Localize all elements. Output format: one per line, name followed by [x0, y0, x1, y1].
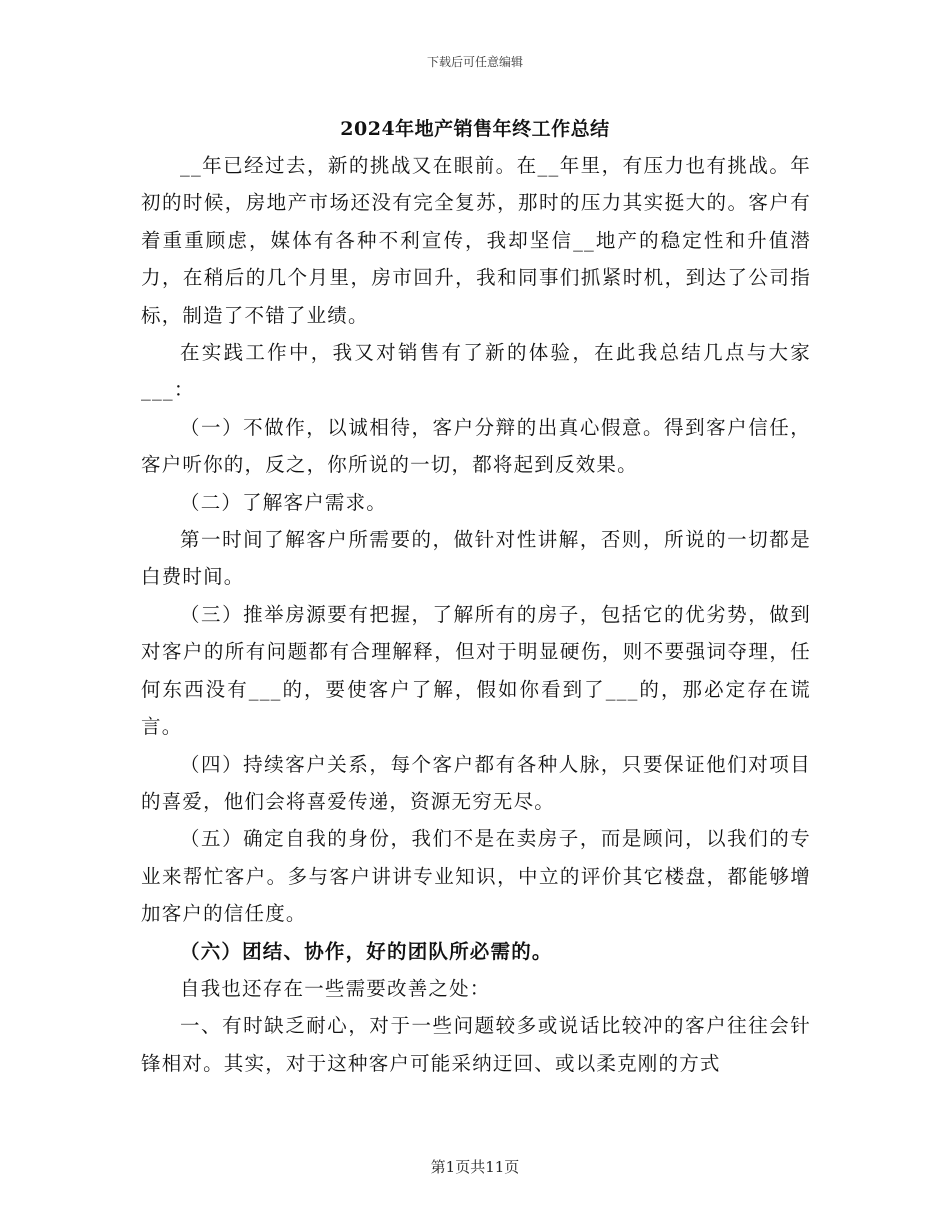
paragraph-9-heading: （六）团结、协作，好的团队所必需的。 [180, 939, 553, 963]
paragraph-4: （二）了解客户需求。 [180, 490, 388, 514]
paragraph-6: （三）推举房源要有把握，了解所有的房子，包括它的优劣势，做到对客户的所有问题都有合理解释，但对于明显硬伤，则不要强词夺理，任何东西没有___的，要使客户了解，假如你看到了___的，那必定存在谎言。 [141, 602, 811, 739]
paragraph-3: （一）不做作，以诚相待，客户分辩的出真心假意。得到客户信任，客户听你的，反之，你所说的一切，都将起到反效果。 [141, 415, 811, 477]
header-note: 下载后可任意编辑 [426, 55, 523, 69]
paragraph-11: 一、有时缺乏耐心，对于一些问题较多或说话比较冲的客户往往会针锋相对。其实，对于这种客户可能采纳迂回、或以柔克刚的方式 [141, 1014, 811, 1075]
paragraph-1: __年已经过去，新的挑战又在眼前。在__年里，有压力也有挑战。年初的时候，房地产市场还没有完全复苏，那时的压力其实挺大的。客户有着重重顾虑，媒体有各种不利宣传，我却坚信__地产的稳定性和升值潜力，在稍后的几个月里，房市回升，我和同事们抓紧时机，到达了公司指标，制造了不错了业绩。 [141, 154, 811, 327]
paragraph-7: （四）持续客户关系，每个客户都有各种人脉，只要保证他们对项目的喜爱，他们会将喜爱传递，资源无穷无尽。 [141, 752, 811, 813]
paragraph-2: 在实践工作中，我又对销售有了新的体验，在此我总结几点与大家___： [141, 341, 811, 402]
paragraph-5: 第一时间了解客户所需要的，做针对性讲解，否则，所说的一切都是白费时间。 [141, 528, 811, 589]
paragraph-8: （五）确定自我的身份，我们不是在卖房子，而是顾问，以我们的专业来帮忙客户。多与客户讲讲专业知识，中立的评价其它楼盘，都能够增加客户的信任度。 [141, 827, 811, 926]
document-body [141, 147, 811, 1082]
page-footer: 第1页共11页 [430, 1158, 520, 1176]
document-title: 2024年地产销售年终工作总结 [340, 118, 610, 140]
paragraph-10: 自我也还存在一些需要改善之处： [180, 976, 491, 1000]
